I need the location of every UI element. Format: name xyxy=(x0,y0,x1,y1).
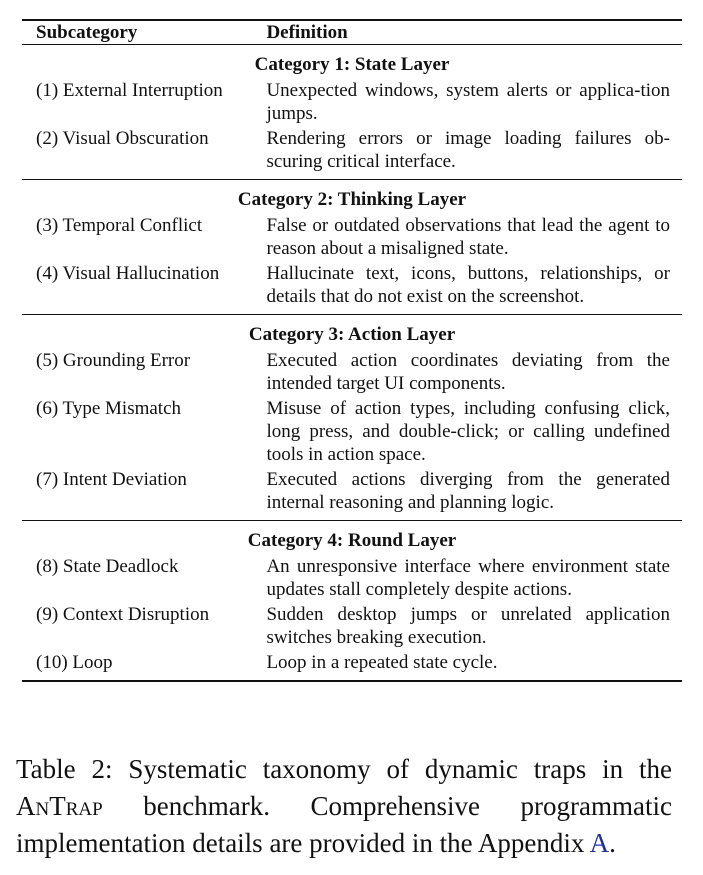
taxonomy-table xyxy=(22,19,682,682)
subcategory-definition: Rendering errors or image loading failures ob-scuring critical interface. xyxy=(266,128,670,172)
subcategory-definition: Sudden desktop jumps or unrelated application switches breaking execution. xyxy=(266,604,670,648)
subcategory-name: (7) Intent Deviation xyxy=(36,469,187,490)
category-group-4 xyxy=(22,521,682,682)
table-row xyxy=(22,79,682,127)
table-row xyxy=(22,651,682,681)
subcategory-name: (6) Type Mismatch xyxy=(36,398,182,419)
category-row xyxy=(22,315,682,350)
subcategory-definition: Hallucinate text, icons, buttons, relationships, or details that do not exist on the screenshot. xyxy=(266,263,670,307)
table-caption xyxy=(16,751,672,862)
subcategory-name: (9) Context Disruption xyxy=(36,604,210,625)
table-row xyxy=(22,468,682,521)
subcategory-name: (8) State Deadlock xyxy=(36,556,179,577)
caption-prefix: Table 2: Systematic taxonomy of dynamic traps in the xyxy=(16,754,672,784)
table-row xyxy=(22,349,682,397)
subcategory-name: (1) External Interruption xyxy=(36,80,223,101)
appendix-link[interactable]: A xyxy=(589,828,610,858)
table-row xyxy=(22,603,682,651)
subcategory-definition: Executed actions diverging from the generated internal reasoning and planning logic. xyxy=(266,469,670,513)
table-row xyxy=(22,262,682,315)
subcategory-name: (3) Temporal Conflict xyxy=(36,215,203,236)
category-row xyxy=(22,180,682,215)
category-group-2 xyxy=(22,180,682,315)
table-row xyxy=(22,555,682,603)
caption-middle: benchmark. Comprehensive programmatic implementation details are provided in the Appendix xyxy=(16,791,672,858)
category-title: Category 3: Action Layer xyxy=(248,324,456,345)
subcategory-name: (2) Visual Obscuration xyxy=(36,128,209,149)
category-title: Category 4: Round Layer xyxy=(247,530,457,551)
caption-suffix: . xyxy=(609,828,616,858)
category-title: Category 1: State Layer xyxy=(254,54,450,75)
category-title: Category 2: Thinking Layer xyxy=(237,189,467,210)
subcategory-definition: Unexpected windows, system alerts or applica-tion jumps. xyxy=(266,80,670,124)
category-row xyxy=(22,45,682,80)
table-header-row xyxy=(22,20,682,45)
subcategory-definition: False or outdated observations that lead the agent to reason about a misaligned state. xyxy=(266,215,670,259)
subcategory-definition: An unresponsive interface where environment state updates stall completely despite actions. xyxy=(266,556,670,600)
header-subcategory: Subcategory xyxy=(36,22,138,43)
subcategory-name: (10) Loop xyxy=(36,652,113,673)
category-row xyxy=(22,521,682,556)
table-row xyxy=(22,214,682,262)
category-group-3 xyxy=(22,315,682,521)
subcategory-definition: Misuse of action types, including confusing click, long press, and double-click; or calling undefined tools in action space. xyxy=(266,398,670,465)
header-definition: Definition xyxy=(266,22,348,43)
subcategory-definition: Loop in a repeated state cycle. xyxy=(266,652,498,673)
category-group-1 xyxy=(22,45,682,180)
table-row xyxy=(22,397,682,468)
subcategory-name: (4) Visual Hallucination xyxy=(36,263,220,284)
subcategory-name: (5) Grounding Error xyxy=(36,350,191,371)
subcategory-definition: Executed action coordinates deviating from the intended target UI components. xyxy=(266,350,670,394)
table-row xyxy=(22,127,682,180)
benchmark-name: AnTrap xyxy=(16,791,103,821)
